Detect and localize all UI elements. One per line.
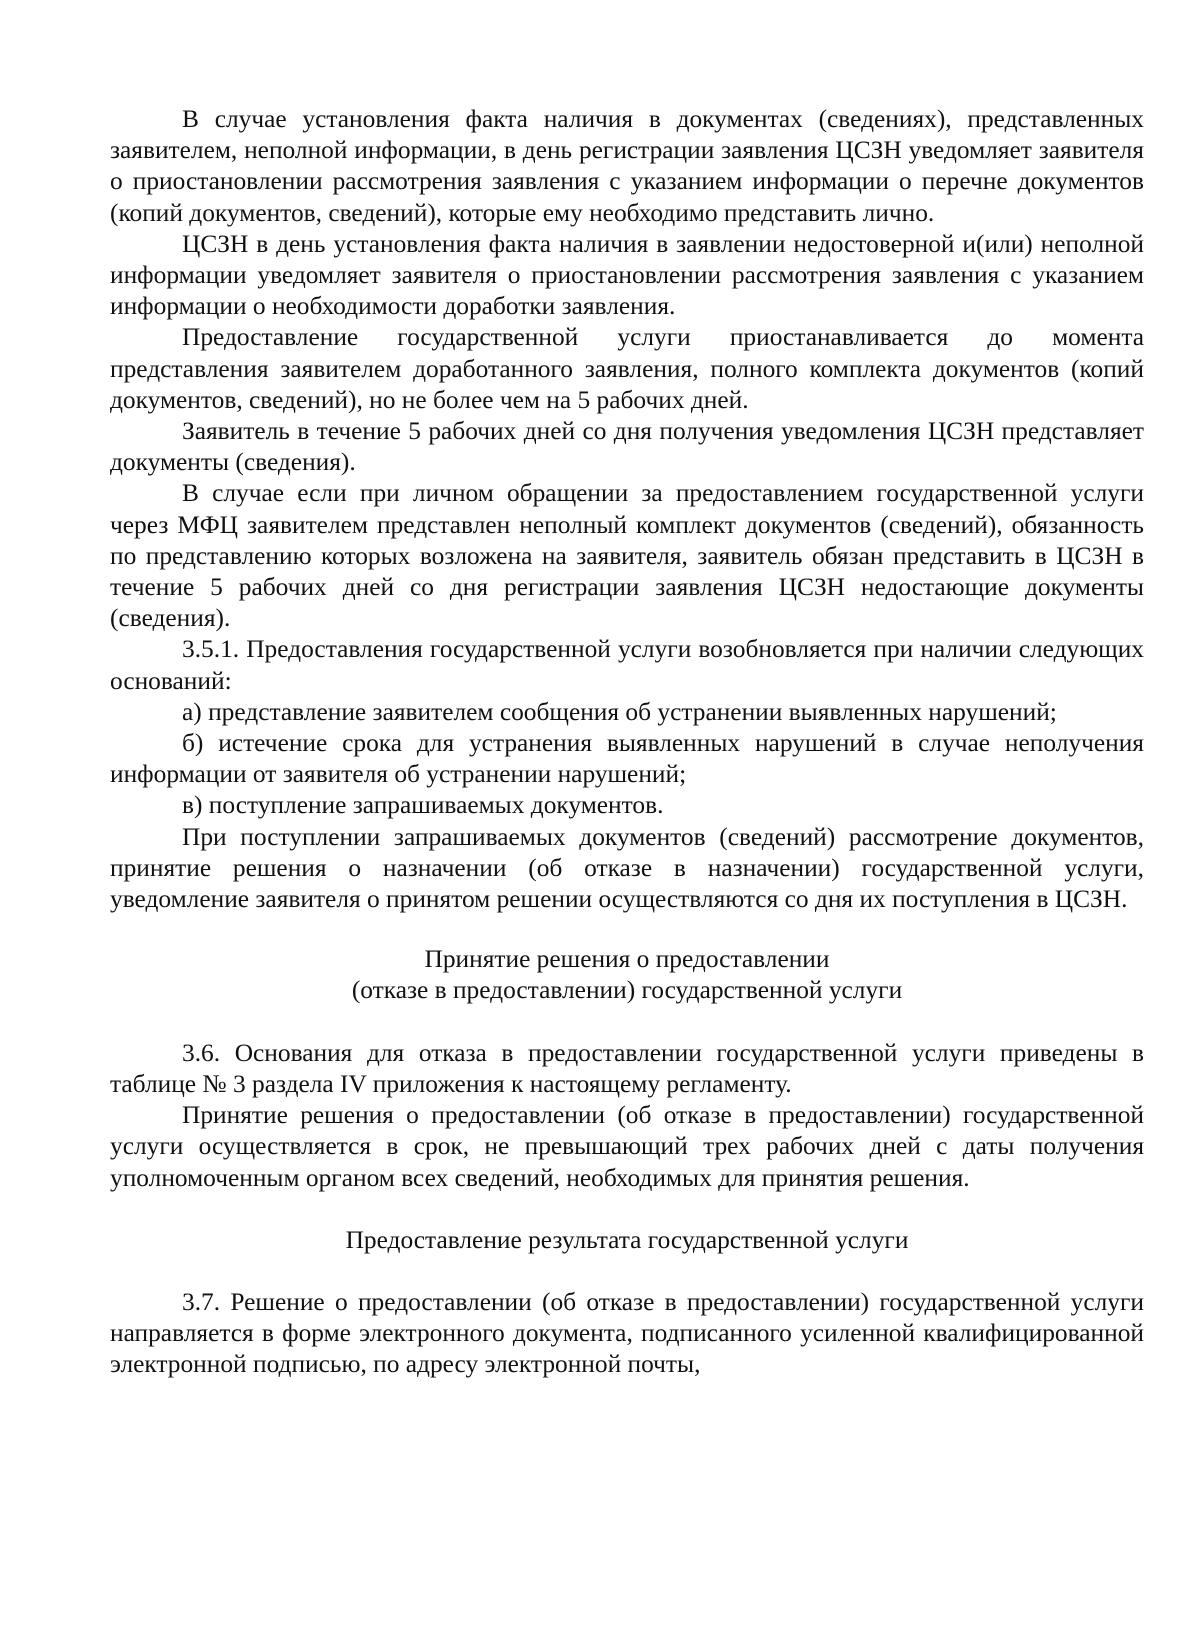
- section-heading-result: [110, 1225, 1144, 1256]
- list-item-a: а) представление заявителем сообщения об устранении выявленных нарушений;: [182, 697, 1057, 726]
- section-heading-result-line: Предоставление результата государственной услуги: [345, 1225, 909, 1254]
- section-heading-decision-line-2: (отказе в предоставлении) государственной услуги: [351, 976, 903, 1005]
- paragraph-decision-term: Принятие решения о предоставлении (об отказе в предоставлении) государственной услуги осуществляется в срок, не превышающий трех рабочих дней с даты получения уполномоченным органом всех сведений, необходимых для принятия решения.: [110, 1101, 1144, 1192]
- paragraph-upon-receipt: При поступлении запрашиваемых документов (сведений) рассмотрение документов, принятие решения о назначении (об отказе в назначении) государственной услуги, уведомление заявителя о принятом решении осуществляются со дня их поступления в ЦСЗН.: [110, 822, 1144, 914]
- section-heading-decision: [110, 944, 1144, 1006]
- paragraph-mfc-incomplete: В случае если при личном обращении за предоставлением государственной услуги через МФЦ заявителем представлен неполный комплект документов (сведений), обязанность по представлению которых возложена на заявителя, заявитель обязан представить в ЦСЗН в течение 5 рабочих дней со дня регистрации заявления ЦСЗН недостающие документы (сведения).: [110, 479, 1144, 633]
- list-item-v: в) поступление запрашиваемых документов.: [182, 791, 664, 820]
- list-item-b: б) истечение срока для устранения выявленных нарушений в случае неполучения информации от заявителя об устранении нарушений;: [110, 729, 1144, 789]
- paragraph-3-7: 3.7. Решение о предоставлении (об отказе в предоставлении) государственной услуги направляется в форме электронного документа, подписанного усиленной квалифицированной электронной подписью, по адресу электронной почты,: [110, 1287, 1144, 1379]
- paragraph-applicant-submits: Заявитель в течение 5 рабочих дней со дня получения уведомления ЦСЗН представляет документы (сведения).: [110, 417, 1144, 477]
- paragraph-incomplete-documents: В случае установления факта наличия в документах (сведениях), представленных заявителем, неполной информации, в день регистрации заявления ЦСЗН уведомляет заявителя о приостановлении рассмотрения заявления с указанием информации о перечне документов (копий документов, сведений), которые ему необходимо представить лично.: [110, 105, 1144, 227]
- paragraph-unreliable-information: ЦСЗН в день установления факта наличия в заявлении недостоверной и(или) неполной информации уведомляет заявителя о приостановлении рассмотрения заявления с указанием информации о необходимости доработки заявления.: [110, 229, 1144, 321]
- paragraph-3-5-1: 3.5.1. Предоставления государственной услуги возобновляется при наличии следующих оснований:: [110, 635, 1144, 695]
- document-body: [110, 104, 1144, 1381]
- paragraph-3-6: 3.6. Основания для отказа в предоставлении государственной услуги приведены в таблице № 3 раздела IV приложения к настоящему регламенту.: [110, 1038, 1144, 1098]
- paragraph-suspension-period: Предоставление государственной услуги приостанавливается до момента представления заявителем доработанного заявления, полного комплекта документов (копий документов, сведений), но не более чем на 5 рабочих дней.: [110, 323, 1144, 414]
- section-heading-decision-line-1: Принятие решения о предоставлении: [424, 945, 830, 974]
